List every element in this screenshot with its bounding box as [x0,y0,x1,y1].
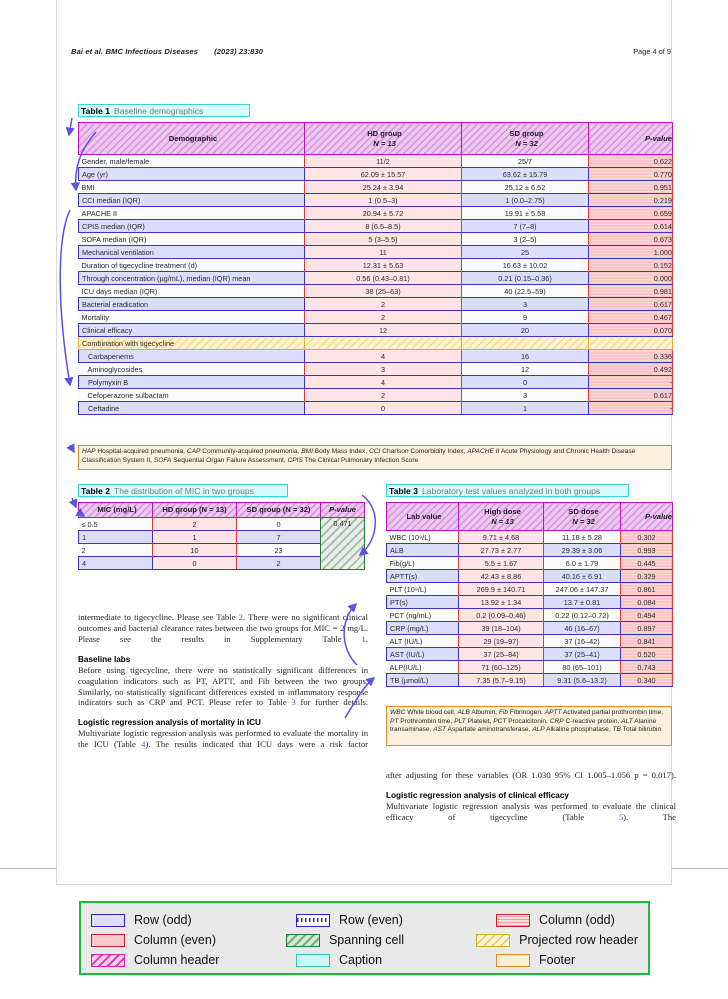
page-number: Page 4 of 9 [633,47,671,56]
data-cell-pvalue: 0.340 [621,674,673,687]
left-paragraph-2: Before using tigecycline, there were no statistically significant differences in coagulation indicators such as PT, APTT, and Fib between the two groups. Similarly, no statistically significant differences existed in inflammatory response indicators such as CRP and PCT. Please refer to Table 3 for further details. [78,664,368,708]
table-row [79,155,673,168]
data-cell-hd: 4 [305,376,462,389]
data-cell-pvalue: 0.152 [589,259,673,272]
data-cell-sd: 0.22 (0.12–0.72) [544,609,621,622]
row-header-cell: Through concentration (µg/mL), median (IQR) mean [79,272,305,285]
running-head-authors: Bai et al. BMC Infectious Diseases [71,47,199,56]
table-row [79,220,673,233]
spanning-cell-swatch-icon [286,934,320,947]
row-header-cell: CPIS median (IQR) [79,220,305,233]
table2-header-row [79,503,365,518]
row-header-cell: AST (IU/L) [387,648,459,661]
data-cell-sd: 3 [462,389,589,402]
data-cell-pvalue: 0.673 [589,233,673,246]
table3-caption [386,484,629,497]
table3-caption-label: Table 3 [389,486,418,496]
data-cell-sd: 40 (22.5–59) [462,285,589,298]
data-cell-sd: 2 [237,557,321,570]
data-cell-pvalue: 0.841 [621,635,673,648]
row-header-cell: Age (yr) [79,168,305,181]
data-cell-hd: 5 (3–5.5) [305,233,462,246]
data-cell-sd: 29.39 ± 3.06 [544,544,621,557]
data-cell-sd: 25.12 ± 6.52 [462,181,589,194]
left-paragraph-3: Multivariate logistic regression analysis was performed to evaluate the mortality in the ICU (Table 4). The results indicated that ICU days were a risk factor [78,728,368,750]
row-odd-swatch-icon [91,914,125,927]
data-cell-sd: 11.18 ± 5.28 [544,531,621,544]
column-even-swatch-icon [91,934,125,947]
table-row [387,596,673,609]
legend-row-2 [91,930,638,950]
table2-col-header-0: MIC (mg/L) [97,505,137,515]
data-cell-pvalue: 0.861 [621,583,673,596]
data-cell-hd: 2 [305,311,462,324]
table2-col-header-2: SD group (N = 32) [246,505,311,515]
table-row [79,272,673,285]
table1-caption-label: Table 1 [81,106,110,116]
table1-header-row [79,123,673,155]
caption-swatch-icon [296,954,330,967]
data-cell-pvalue: 0.219 [589,194,673,207]
data-cell-pvalue: 0.981 [589,285,673,298]
row-header-cell: WBC (10⁹/L) [387,531,459,544]
legend-item-column-even [91,933,286,947]
data-cell-sd: 1 [462,402,589,415]
data-cell-hd: 29 (19–97) [459,635,544,648]
data-cell-sd: 3 (2–5) [462,233,589,246]
row-header-cell: PLT (10⁹/L) [387,583,459,596]
row-header-cell: Bacterial eradication [79,298,305,311]
row-header-cell: Gender, male/female [79,155,305,168]
data-cell-pvalue: - [589,376,673,389]
footer-swatch-icon [496,954,530,967]
table-row [79,207,673,220]
table3-body [387,531,673,687]
table2 [78,502,365,570]
data-cell-pvalue: 0.993 [621,544,673,557]
data-cell-hd: 0.2 (0.09–0.46) [459,609,544,622]
legend-item-caption [296,953,496,967]
table3-caption-text: Laboratory test values analyzed in both groups [421,486,601,496]
table-row [79,402,673,415]
data-cell-pvalue: 0.084 [621,596,673,609]
table3-header-row [387,503,673,531]
table-row [387,609,673,622]
left-heading-baseline-labs: Baseline labs [78,654,131,664]
table1-body [79,155,673,415]
row-header-cell: Fib(g/L) [387,557,459,570]
running-head [71,47,263,56]
data-cell-hd: 27.73 ± 2.77 [459,544,544,557]
data-cell-sd: 1 (0.0–2.75) [462,194,589,207]
projected-row-header-cell [305,337,462,350]
data-cell-hd: 9.71 ± 4.68 [459,531,544,544]
row-header-cell: CRP (mg/L) [387,622,459,635]
table-row [387,544,673,557]
data-cell-sd: 40.16 ± 6.91 [544,570,621,583]
spanning-cell-pvalue: 0.471 [321,518,365,570]
data-cell-sd: 13.7 ± 0.81 [544,596,621,609]
row-header-cell: Polymyxin B [79,376,305,389]
data-cell-sd: 0.21 (0.15–0.36) [462,272,589,285]
data-cell-hd: 2 [153,518,237,531]
projected-row-header-swatch-icon [476,934,510,947]
legend-item-column-header [91,953,296,967]
table1-col-header-1: HD group N = 13 [367,129,402,148]
left-column [78,612,368,750]
row-header-cell: Carbapenems [79,350,305,363]
row-header-cell: TB (µmol/L) [387,674,459,687]
data-cell-pvalue: 0.617 [589,298,673,311]
data-cell-hd: 42.43 ± 8.86 [459,570,544,583]
table3 [386,502,673,687]
data-cell-hd: 2 [305,389,462,402]
legend-label-column-odd: Column (odd) [539,913,615,927]
data-cell-sd: 16.63 ± 10.02 [462,259,589,272]
legend-box [79,901,650,975]
legend-label-column-header: Column header [134,953,220,967]
table1 [78,122,673,415]
data-cell-hd: 1 [153,531,237,544]
data-cell-pvalue: 0.494 [621,609,673,622]
table-row [79,233,673,246]
data-cell-pvalue: 0.520 [621,648,673,661]
legend-row-1 [91,910,638,930]
table-row [79,168,673,181]
table-row [79,246,673,259]
data-cell-pvalue: 0.951 [589,181,673,194]
data-cell-sd: 37 (25–41) [544,648,621,661]
table-row [387,570,673,583]
data-cell-sd: 20 [462,324,589,337]
data-cell-hd: 3 [305,363,462,376]
right-paragraph-2: Multivariate logistic regression analysis was performed to evaluate the clinical efficacy of tigecycline (Table 5). The [386,800,676,822]
row-header-cell: PT(s) [387,596,459,609]
data-cell-sd: 37 (16–42) [544,635,621,648]
table3-footer: WBC White blood cell, ALB Albumin, Fib Fibrinogen, APTT Activated partial prothrombin time, PT Prothrombin time, PLT Platelet, PCT Procalcitonin, CRP C-reactive protein, ALT Alanine transaminase, AST Aspartate aminotransferase, ALP Alkaline phosphatase, TB Total bilirubin [386,706,672,746]
row-header-cell: APACHE II [79,207,305,220]
data-cell-pvalue: 0.622 [589,155,673,168]
data-cell-hd: 12.31 ± 5.63 [305,259,462,272]
legend-item-spanning-cell [286,933,476,947]
legend-label-projected-row-header: Projected row header [519,933,638,947]
data-cell-sd: 9 [462,311,589,324]
data-cell-hd: 39 (18–104) [459,622,544,635]
row-header-cell: 1 [79,531,153,544]
row-header-cell: ALT (IU/L) [387,635,459,648]
right-heading-logistic-efficacy: Logistic regression analysis of clinical efficacy [386,790,569,800]
legend-item-footer [496,953,575,967]
legend-label-row-even: Row (even) [339,913,403,927]
data-cell-sd: 80 (65–101) [544,661,621,674]
data-cell-pvalue: 0.897 [621,622,673,635]
table1-col-header-3: P-value [644,133,672,143]
legend-item-row-even [296,913,496,927]
data-cell-hd: 269.9 ± 140.71 [459,583,544,596]
data-cell-sd: 9.31 (5.6–13.2) [544,674,621,687]
row-header-cell: ≤ 0.5 [79,518,153,531]
table3-col-header-0: Lab value [406,511,442,521]
page-rule-left [0,868,57,869]
row-header-cell: APTT(s) [387,570,459,583]
data-cell-hd: 20.94 ± 5.72 [305,207,462,220]
row-header-cell: Clinical efficacy [79,324,305,337]
row-header-cell: ALB [387,544,459,557]
data-cell-sd: 16 [462,350,589,363]
data-cell-hd: 37 (25–84) [459,648,544,661]
data-cell-hd: 0.56 (0.43–0.81) [305,272,462,285]
table2-caption-label: Table 2 [81,486,110,496]
data-cell-sd: 0 [462,376,589,389]
table1-col-header-0: Demographic [168,133,218,143]
data-cell-sd: 25 [462,246,589,259]
table-row [79,337,673,350]
data-cell-hd: 0 [153,557,237,570]
projected-row-header: Combination with tigecycline [79,337,305,350]
row-header-cell: 2 [79,544,153,557]
left-heading-logistic-mortality: Logistic regression analysis of mortality in ICU [78,718,261,728]
data-cell-hd: 38 (25–63) [305,285,462,298]
data-cell-hd: 11/2 [305,155,462,168]
table2-caption [78,484,288,497]
row-header-cell: Mechanical ventilation [79,246,305,259]
data-cell-pvalue: 0.659 [589,207,673,220]
right-column [386,770,676,823]
table2-col-header-1: HD group (N = 13) [162,505,227,515]
data-cell-sd: 23 [237,544,321,557]
table-row [387,674,673,687]
row-header-cell: Mortality [79,311,305,324]
table-row [387,648,673,661]
table-row [79,376,673,389]
row-header-cell: Aminoglycosides [79,363,305,376]
row-header-cell: Ceftadine [79,402,305,415]
table-row [79,298,673,311]
data-cell-sd: 46 (16–67) [544,622,621,635]
table2-body [79,518,365,570]
row-header-cell: PCT (ng/mL) [387,609,459,622]
data-cell-hd: 11 [305,246,462,259]
column-header-swatch-icon [91,954,125,967]
data-cell-pvalue: 0.445 [621,557,673,570]
data-cell-pvalue: 0.743 [621,661,673,674]
data-cell-sd: 63.62 ± 15.79 [462,168,589,181]
column-odd-swatch-icon [496,914,530,927]
data-cell-pvalue: 0.770 [589,168,673,181]
table-row [387,583,673,596]
data-cell-sd: 7 [237,531,321,544]
data-cell-sd: 25/7 [462,155,589,168]
data-cell-hd: 25.24 ± 3.94 [305,181,462,194]
data-cell-pvalue: 0.617 [589,389,673,402]
left-paragraph-1: intermediate to tigecycline. Please see Table 2. There were no significant clinical outcomes and bacterial clearance rates between the two groups for MIC = 2 mg/L. Please see the results in Supplementary Table 1. [78,612,368,644]
table-row [387,557,673,570]
row-even-swatch-icon [296,914,330,927]
legend-label-column-even: Column (even) [134,933,216,947]
table1-caption-text: Baseline demographics [113,106,204,116]
data-cell-pvalue: - [589,402,673,415]
data-cell-hd: 7.35 (5.7–9.15) [459,674,544,687]
data-cell-pvalue: 0.329 [621,570,673,583]
table-row [387,661,673,674]
data-cell-hd: 1 (0.5–3) [305,194,462,207]
data-cell-pvalue: 0.000 [589,272,673,285]
table-row [387,531,673,544]
table-row [387,622,673,635]
data-cell-hd: 10 [153,544,237,557]
data-cell-pvalue: 0.492 [589,363,673,376]
row-header-cell: 4 [79,557,153,570]
projected-row-header-cell [462,337,589,350]
projected-row-header-cell [589,337,673,350]
data-cell-pvalue: 0.336 [589,350,673,363]
table-row [79,181,673,194]
data-cell-hd: 2 [305,298,462,311]
data-cell-sd: 19.91 ± 5.58 [462,207,589,220]
data-cell-pvalue: 1.000 [589,246,673,259]
data-cell-hd: 13.92 ± 1.34 [459,596,544,609]
table-row [79,363,673,376]
table-row [387,635,673,648]
row-header-cell: ICU days median (IQR) [79,285,305,298]
right-paragraph-1: after adjusting for these variables (OR 1.030 95% CI 1.005–1.056 p = 0.017). [386,770,676,780]
table1-col-header-2: SD group N = 32 [509,129,544,148]
page-rule-right [671,868,728,869]
row-header-cell: Cefoperazone sulbactam [79,389,305,402]
table-row [79,324,673,337]
legend-item-column-odd [496,913,615,927]
data-cell-hd: 4 [305,350,462,363]
row-header-cell: CCI median (IQR) [79,194,305,207]
data-cell-pvalue: 0.614 [589,220,673,233]
table2-caption-text: The distribution of MIC in two groups [113,486,254,496]
table-row [79,389,673,402]
data-cell-sd: 247.06 ± 147.37 [544,583,621,596]
data-cell-hd: 8 (6.5–8.5) [305,220,462,233]
data-cell-sd: 0 [237,518,321,531]
legend-label-caption: Caption [339,953,383,967]
legend-row-3 [91,950,638,970]
table-row [79,350,673,363]
data-cell-pvalue: 0.070 [589,324,673,337]
row-header-cell: SOFA median (IQR) [79,233,305,246]
legend-label-spanning-cell: Spanning cell [328,933,405,947]
table-row [79,311,673,324]
table3-col-header-2: SD dose N = 32 [568,507,599,526]
table3-col-header-3: P-value [644,511,672,521]
data-cell-hd: 5.5 ± 1.67 [459,557,544,570]
table1-caption [78,104,250,117]
data-cell-sd: 7 (7–8) [462,220,589,233]
legend-item-projected-row-header [476,933,638,947]
data-cell-hd: 12 [305,324,462,337]
legend-label-footer: Footer [539,953,576,967]
table3-col-header-1: High dose N = 13 [484,507,521,526]
data-cell-sd: 6.0 ± 1.79 [544,557,621,570]
table-row [79,259,673,272]
data-cell-sd: 12 [462,363,589,376]
table-row [79,285,673,298]
data-cell-sd: 3 [462,298,589,311]
data-cell-pvalue: 0.467 [589,311,673,324]
running-head-volume: (2023) 23:830 [214,47,264,56]
data-cell-hd: 0 [305,402,462,415]
table2-col-header-3: P-value [328,505,356,515]
table-row [79,194,673,207]
row-header-cell: BMI [79,181,305,194]
table1-footer: HAP Hospital-acquired pneumonia, CAP Community-acquired pneumonia, BMI Body Mass Index, CCI Charlson Comorbidity Index, APACHE II Acute Physiology and Chronic Health Disease Classification System II, SOFA Sequential Organ Failure Assessment, CPIS The Clinical Pulmonary Infection Score [78,445,672,470]
data-cell-hd: 71 (60–125) [459,661,544,674]
data-cell-pvalue: 0.302 [621,531,673,544]
data-cell-hd: 62.09 ± 15.57 [305,168,462,181]
row-header-cell: ALP(IU/L) [387,661,459,674]
table-row [79,518,365,531]
legend-label-row-odd: Row (odd) [134,913,192,927]
legend-item-row-odd [91,913,296,927]
row-header-cell: Duration of tigecycline treatment (d) [79,259,305,272]
